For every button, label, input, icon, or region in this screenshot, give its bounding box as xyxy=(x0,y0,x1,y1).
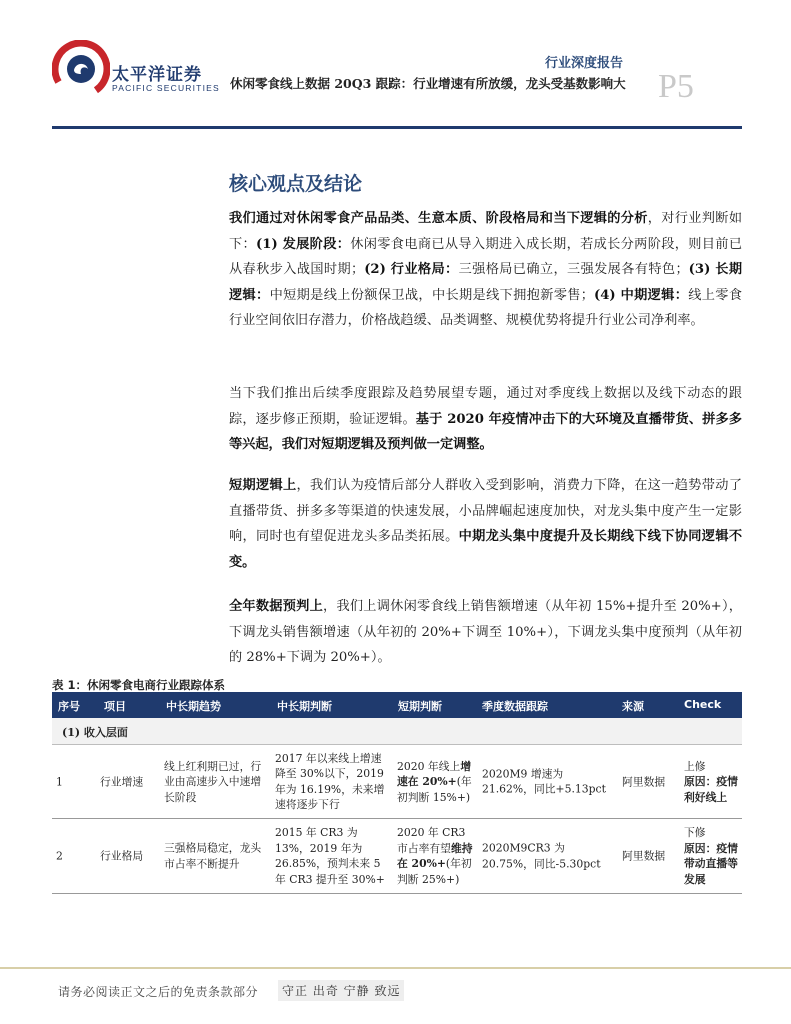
th-index: 序号 xyxy=(58,700,80,713)
text-segment: 休闲零食电商已从导入期进入成长期，若成长分两阶段，则目前已从春秋步入战国时期； xyxy=(229,236,743,277)
th-short-judgement: 短期判断 xyxy=(398,700,442,713)
table-subheader xyxy=(52,718,742,745)
row-short-judgement xyxy=(397,825,475,887)
row-index: 2 xyxy=(56,849,63,863)
bold-text-segment: 我们通过对休闲零食产品品类、生意本质、阶段格局和当下逻辑的分析 xyxy=(229,211,648,226)
disclaimer-note: 请务必阅读正文之后的免责条款部分 xyxy=(58,985,259,999)
section-title: 核心观点及结论 xyxy=(229,173,363,195)
th-item: 项目 xyxy=(104,700,126,713)
row-long-judgement: 2017 年以来线上增速降至 30%以下，2019 年为 16.19%，未来增速将逐步下行 xyxy=(275,751,385,811)
text-segment: ，我们上调休闲零食线上销售额增速（从年初 15%+提升至 20%+），下调龙头销售额增速（从年初的 20%+下调至 10%+），下调龙头集中度预判（从年初的 28%+下调为 20%+）。 xyxy=(229,599,742,665)
th-long-judgement: 中长期判断 xyxy=(277,700,332,713)
paragraph-tracking xyxy=(229,381,742,458)
check-reason: 原因：疫情利好线上 xyxy=(684,774,738,804)
text-segment: 2020 年 CR3 市占率有望 xyxy=(397,826,466,855)
bold-text-segment: 基于 2020 年疫情冲击下的大环境及直播带货、拼多多等兴起，我们对短期逻辑及预判做一定调整。 xyxy=(229,411,742,452)
text-segment: 当下我们推出后续季度跟踪及趋势展望专题，通过对季度线上数据以及线下动态的跟踪，逐步修正预期，验证逻辑。 xyxy=(229,386,742,427)
check-reason: 原因：疫情带动直播等发展 xyxy=(684,841,738,886)
report-type: 行业深度报告 xyxy=(545,56,624,71)
th-source: 来源 xyxy=(622,700,644,713)
bold-text-segment: 中期龙头集中度提升及长期线下线下协同逻辑不变。 xyxy=(229,529,743,570)
footer-divider xyxy=(0,967,791,969)
report-header-title: 休闲零食线上数据 20Q3 跟踪：行业增速有所放缓，龙头受基数影响大 xyxy=(230,76,626,91)
table-caption: 表 1：休闲零食电商行业跟踪体系 xyxy=(52,678,226,692)
paragraph-core-views xyxy=(229,206,742,334)
text-segment: (年初判断 15%+) xyxy=(397,774,472,804)
header-divider xyxy=(52,126,742,129)
th-quarter-data: 季度数据跟踪 xyxy=(482,700,548,713)
bold-text-segment: (4) 中期逻辑： xyxy=(593,287,689,303)
bold-text-segment: 全年数据预判上 xyxy=(229,599,324,614)
bold-text-segment: 增速在 20%+ xyxy=(397,759,472,788)
text-segment: 三强格局已确立，三强发展各有特色； xyxy=(458,262,689,277)
paragraph-short-term-logic xyxy=(229,473,742,575)
row-source: 阿里数据 xyxy=(622,849,666,863)
bold-text-segment: 短期逻辑上 xyxy=(229,478,297,493)
table-row xyxy=(52,819,742,894)
bold-text-segment: (3) 长期逻辑： xyxy=(229,262,743,303)
row-quarter-data: 2020M9 增速为 21.62%，同比+5.13pct xyxy=(482,767,606,796)
paragraph-annual-forecast xyxy=(229,594,742,671)
text-segment: (年初判断 25%+) xyxy=(397,857,472,886)
row-item: 行业格局 xyxy=(100,849,144,863)
row-short-judgement xyxy=(397,758,475,805)
bold-text-segment: 维持在 20%+ xyxy=(397,841,473,870)
th-long-trend: 中长期趋势 xyxy=(166,700,221,713)
table-header-row xyxy=(52,692,742,718)
text-segment: 2020 年线上 xyxy=(397,759,461,773)
row-long-trend: 线上红利期已过，行业由高速步入中速增长阶段 xyxy=(164,759,262,804)
text-segment: 线上零食行业空间依旧存潜力，价格战趋缓、品类调整、规模优势将提升行业公司净利率。 xyxy=(229,287,743,328)
text-segment: 中短期是线上份额保卫战，中长期是线下拥抱新零售； xyxy=(269,287,594,303)
row-item: 行业增速 xyxy=(100,774,144,788)
subheader-label: (1) 收入层面 xyxy=(62,726,128,739)
pacific-securities-logo-icon xyxy=(52,40,110,98)
row-index: 1 xyxy=(56,774,63,788)
bold-text-segment: (1) 发展阶段： xyxy=(256,236,351,252)
row-source: 阿里数据 xyxy=(622,774,666,788)
check-direction: 下修 xyxy=(684,826,706,839)
row-check xyxy=(684,758,738,805)
row-quarter-data: 2020M9CR3 为 20.75%，同比-5.30pct xyxy=(482,841,601,870)
row-long-trend: 三强格局稳定，龙头市占率不断提升 xyxy=(164,841,262,870)
text-segment: ，我们认为疫情后部分人群收入受到影响，消费力下降，在这一趋势带动了直播带货、拼多多等渠道的快速发展，小品牌崛起速度加快，对龙头集中度产生一定影响，同时也有望促进龙头多品类拓展。 xyxy=(229,478,743,544)
check-direction: 上修 xyxy=(684,759,706,773)
bold-text-segment: (2) 行业格局： xyxy=(364,262,459,277)
page-number: P5 xyxy=(658,68,694,105)
brand-name-cn: 太平洋证券 xyxy=(112,65,202,85)
row-long-judgement: 2015 年 CR3 为 13%，2019 年为 26.85%，预判未来 5 年 CR3 提升至 30%+ xyxy=(275,826,385,886)
company-motto: 守正 出奇 宁静 致远 xyxy=(278,980,404,1001)
brand-name-en: PACIFIC SECURITIES xyxy=(112,83,220,93)
row-check xyxy=(684,825,738,887)
th-check: Check xyxy=(684,698,722,711)
table-row xyxy=(52,745,742,819)
text-segment: ，对行业判断如下： xyxy=(229,211,743,252)
